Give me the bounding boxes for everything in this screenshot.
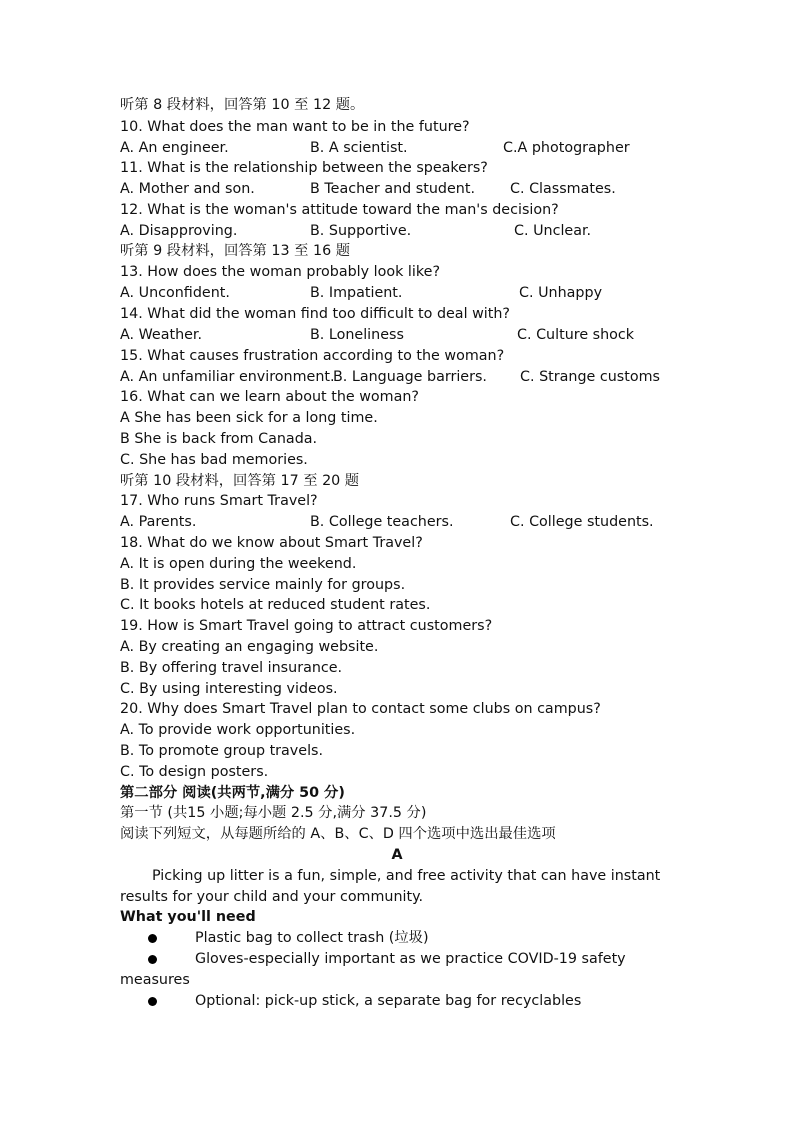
q10-option-c: C.A photographer [503, 140, 630, 156]
bullet-icon [148, 955, 157, 964]
passage-intro-line-1: Picking up litter is a fun, simple, and free activity that can have instant [152, 868, 661, 884]
reading-instruction: 阅读下列短文，从每题所给的 A、B、C、D 四个选项中选出最佳选项 [120, 826, 556, 842]
need-item-2-line-2: measures [120, 972, 190, 988]
q19-option-c: C. By using interesting videos. [120, 681, 338, 697]
q12-option-b: B. Supportive. [310, 223, 412, 239]
section-1-title: 第一节 (共15 小题;每小题 2.5 分,满分 37.5 分) [120, 805, 427, 821]
question-15: 15. What causes frustration according to the woman? [120, 348, 505, 364]
q11-option-c: C. Classmates. [510, 181, 616, 197]
need-heading: What you'll need [120, 909, 256, 925]
passage-intro-line-2: results for your child and your community. [120, 889, 424, 905]
bullet-icon [148, 997, 157, 1006]
q16-option-c: C. She has bad memories. [120, 452, 308, 468]
q16-option-b: B She is back from Canada. [120, 431, 318, 447]
q12-option-c: C. Unclear. [514, 223, 592, 239]
q13-option-a: A. Unconfident. [120, 285, 230, 301]
question-19: 19. How is Smart Travel going to attract customers? [120, 618, 493, 634]
need-item-3: Optional: pick-up stick, a separate bag for recyclables [195, 993, 582, 1009]
q13-option-b: B. Impatient. [310, 285, 403, 301]
q11-option-a: A. Mother and son. [120, 181, 255, 197]
question-12: 12. What is the woman's attitude toward the man's decision? [120, 202, 559, 218]
q14-option-b: B. Loneliness [310, 327, 404, 343]
question-13: 13. How does the woman probably look like? [120, 264, 441, 280]
q20-option-b: B. To promote group travels. [120, 743, 324, 759]
q15-option-b: B. Language barriers. [333, 369, 487, 385]
q15-option-c: C. Strange customs [520, 369, 660, 385]
q13-option-c: C. Unhappy [519, 285, 603, 301]
q17-option-c: C. College students. [510, 514, 654, 530]
question-18: 18. What do we know about Smart Travel? [120, 535, 423, 551]
q19-option-b: B. By offering travel insurance. [120, 660, 343, 676]
q17-option-a: A. Parents. [120, 514, 197, 530]
q11-option-b: B Teacher and student. [310, 181, 475, 197]
q19-option-a: A. By creating an engaging website. [120, 639, 379, 655]
q15-option-a: A. An unfamiliar environment. [120, 369, 335, 385]
question-14: 14. What did the woman find too difficult to deal with? [120, 306, 511, 322]
q18-option-b: B. It provides service mainly for groups. [120, 577, 406, 593]
q18-option-a: A. It is open during the weekend. [120, 556, 357, 572]
need-item-1: Plastic bag to collect trash (垃圾) [195, 930, 429, 946]
need-item-2-line-1: Gloves-especially important as we practice COVID-19 safety [195, 951, 626, 967]
q14-option-a: A. Weather. [120, 327, 203, 343]
section-10-header: 听第 10 段材料，回答第 17 至 20 题 [120, 473, 360, 489]
q17-option-b: B. College teachers. [310, 514, 454, 530]
section-8-header: 听第 8 段材料，回答第 10 至 12 题。 [120, 97, 365, 113]
q12-option-a: A. Disapproving. [120, 223, 238, 239]
q10-option-a: A. An engineer. [120, 140, 229, 156]
part-2-title: 第二部分 阅读(共两节,满分 50 分) [120, 785, 345, 801]
bullet-icon [148, 934, 157, 943]
q20-option-c: C. To design posters. [120, 764, 269, 780]
q16-option-a: A She has been sick for a long time. [120, 410, 378, 426]
question-20: 20. Why does Smart Travel plan to contact some clubs on campus? [120, 701, 601, 717]
passage-letter: A [391, 847, 403, 863]
q20-option-a: A. To provide work opportunities. [120, 722, 356, 738]
q14-option-c: C. Culture shock [517, 327, 635, 343]
q10-option-b: B. A scientist. [310, 140, 408, 156]
question-17: 17. Who runs Smart Travel? [120, 493, 318, 509]
q18-option-c: C. It books hotels at reduced student rates. [120, 597, 431, 613]
question-10: 10. What does the man want to be in the future? [120, 119, 470, 135]
section-9-header: 听第 9 段材料，回答第 13 至 16 题 [120, 243, 351, 259]
question-16: 16. What can we learn about the woman? [120, 389, 419, 405]
question-11: 11. What is the relationship between the speakers? [120, 160, 488, 176]
